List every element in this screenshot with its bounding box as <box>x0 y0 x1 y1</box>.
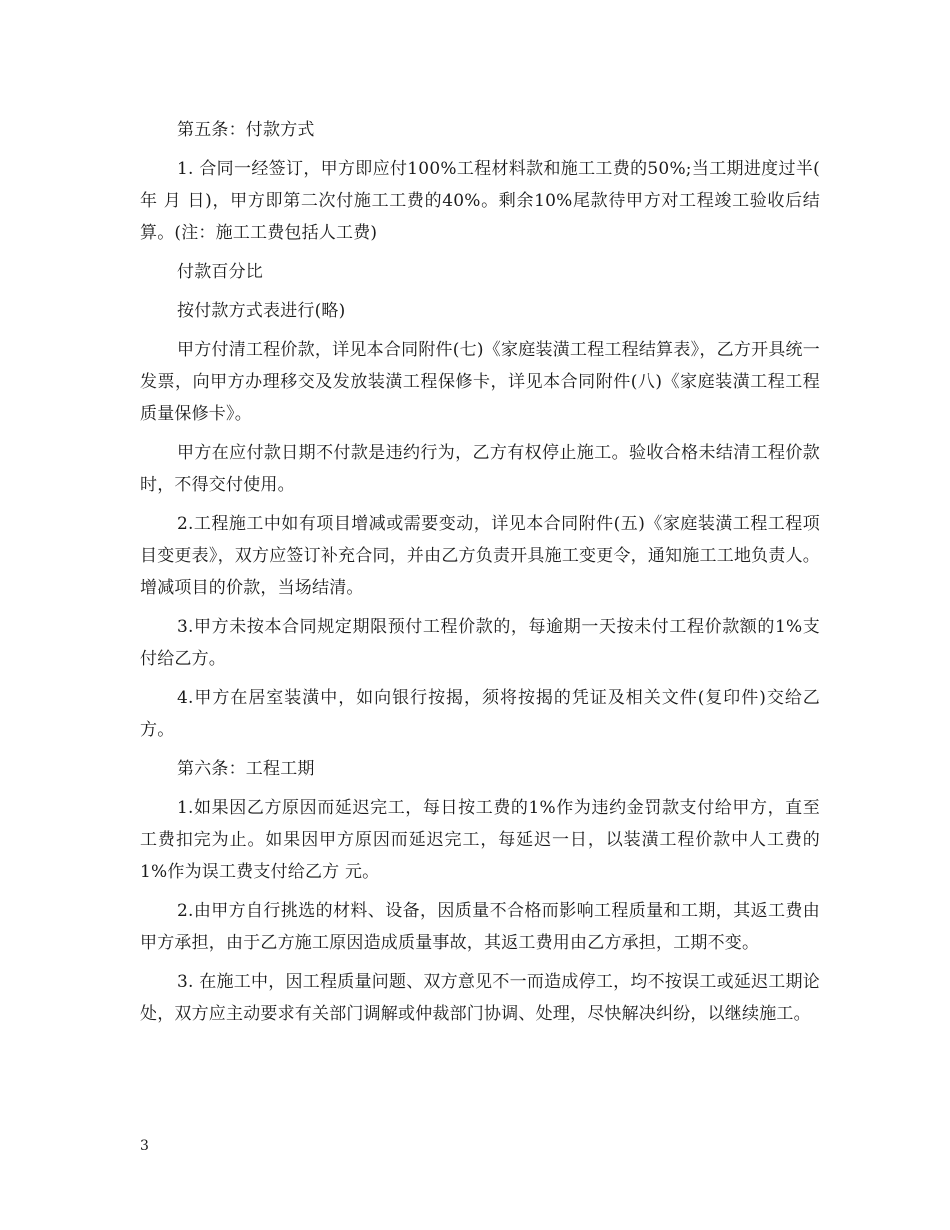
paragraph: 按付款方式表进行(略) <box>177 301 346 321</box>
paragraph: 2.由甲方自行挑选的材料、设备，因质量不合格而影响工程质量和工期，其返工费由甲方承担，由于乙方施工原因造成质量事故，其返工费用由乙方承担，工期不变。 <box>140 901 820 953</box>
paragraph: 3. 在施工中，因工程质量问题、双方意见不一而造成停工，均不按误工或延迟工期论处，双方应主动要求有关部门调解或仲裁部门协调、处理，尽快解决纠纷，以继续施工。 <box>140 972 820 1024</box>
section-heading-payment: 第五条：付款方式 <box>177 120 315 140</box>
paragraph: 付款百分比 <box>177 262 263 282</box>
document-body <box>140 114 820 1037</box>
page-number: 3 <box>140 1138 149 1154</box>
section-heading-schedule: 第六条：工程工期 <box>177 759 315 779</box>
paragraph: 2.工程施工中如有项目增减或需要变动，详见本合同附件(五)《家庭装潢工程工程项目变更表》，双方应签订补充合同，并由乙方负责开具施工变更令，通知施工工地负责人。增减项目的价款，当场结清。 <box>140 514 820 598</box>
paragraph: 3.甲方未按本合同规定期限预付工程价款的，每逾期一天按未付工程价款额的1%支付给乙方。 <box>140 617 820 669</box>
paragraph: 4.甲方在居室装潢中，如向银行按揭，须将按揭的凭证及相关文件(复印件)交给乙方。 <box>140 688 820 740</box>
paragraph: 1.如果因乙方原因而延迟完工，每日按工费的1%作为违约金罚款支付给甲方，直至工费扣完为止。如果因甲方原因而延迟完工，每延迟一日，以装潢工程价款中人工费的1%作为误工费支付给乙方 元。 <box>140 798 820 882</box>
paragraph: 1. 合同一经签订，甲方即应付100%工程材料款和施工工费的50%;当工期进度过半( 年 月 日)，甲方即第二次付施工工费的40%。剩余10%尾款待甲方对工程竣工验收后结算。(注：施工工费包括人工费) <box>140 159 820 243</box>
paragraph: 甲方付清工程价款，详见本合同附件(七)《家庭装潢工程工程结算表》，乙方开具统一发票，向甲方办理移交及发放装潢工程保修卡，详见本合同附件(八)《家庭装潢工程工程质量保修卡》。 <box>140 340 820 424</box>
paragraph: 甲方在应付款日期不付款是违约行为，乙方有权停止施工。验收合格未结清工程价款时，不得交付使用。 <box>140 443 820 495</box>
